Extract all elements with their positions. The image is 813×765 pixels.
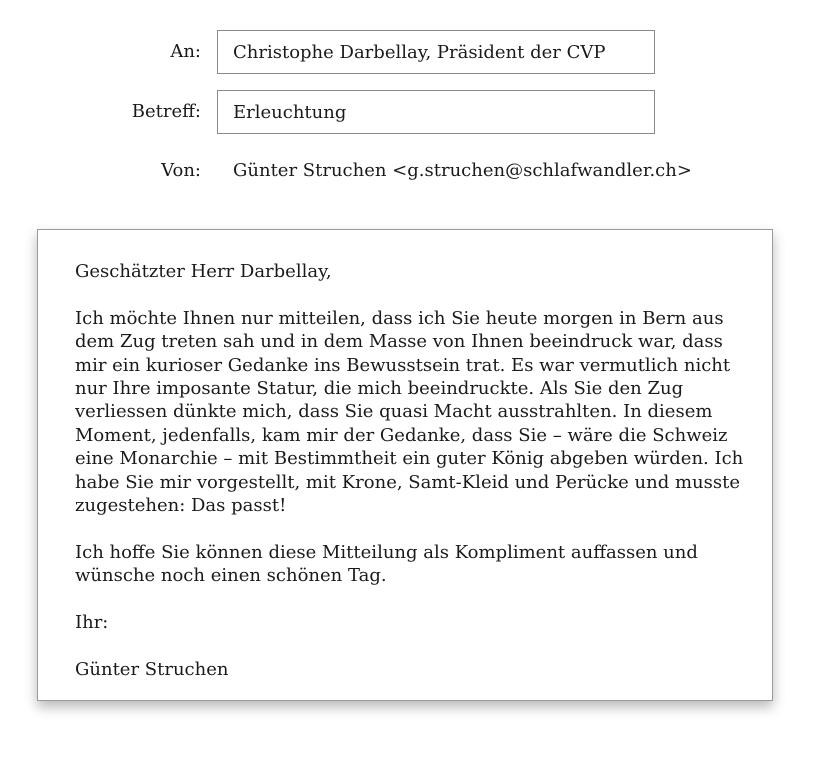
from-value: Günter Struchen <g.struchen@schlafwandler.ch> [233, 160, 692, 181]
message-closing: Ihr: [75, 612, 109, 634]
message-paragraph-1: Ich möchte Ihnen nur mitteilen, dass ich Sie heute morgen in Bern aus dem Zug treten sah und in dem Masse von Ihnen beeindruck war, dass mir ein kurioser Gedanke ins Bewusstsein trat. Es war vermutlich nicht nur Ihre imposante Statur, die mich beeindruckte. Als Sie den Zug verliessen dünkte mich, dass Sie quasi Macht ausstrahlten. In diesem Moment, jedenfalls, kam mir der Gedanke, dass Sie – wäre die Schweiz eine Monarchie – mit Bestimmtheit ein guter König abgeben würden. Ich habe Sie mir vorgestellt, mit Krone, Samt-Kleid und Perücke und musste zugestehen: Das passt! [75, 307, 744, 517]
subject-label: Betreff: [131, 101, 201, 122]
subject-field[interactable] [218, 91, 654, 133]
to-row [0, 30, 813, 74]
message-body[interactable] [75, 260, 745, 681]
message-greeting: Geschätzter Herr Darbellay, [75, 261, 332, 282]
to-label: An: [170, 41, 201, 62]
from-row [0, 149, 813, 193]
subject-field-box[interactable] [217, 90, 655, 134]
message-panel[interactable] [37, 229, 773, 701]
subject-row [0, 90, 813, 134]
to-field[interactable] [218, 31, 654, 73]
to-field-box[interactable] [217, 30, 655, 74]
message-signature: Günter Struchen [75, 658, 229, 680]
message-paragraph-2: Ich hoffe Sie können diese Mitteilung als Kompliment auffassen und wünsche noch einen schönen Tag. [75, 541, 698, 587]
from-label: Von: [161, 160, 201, 181]
